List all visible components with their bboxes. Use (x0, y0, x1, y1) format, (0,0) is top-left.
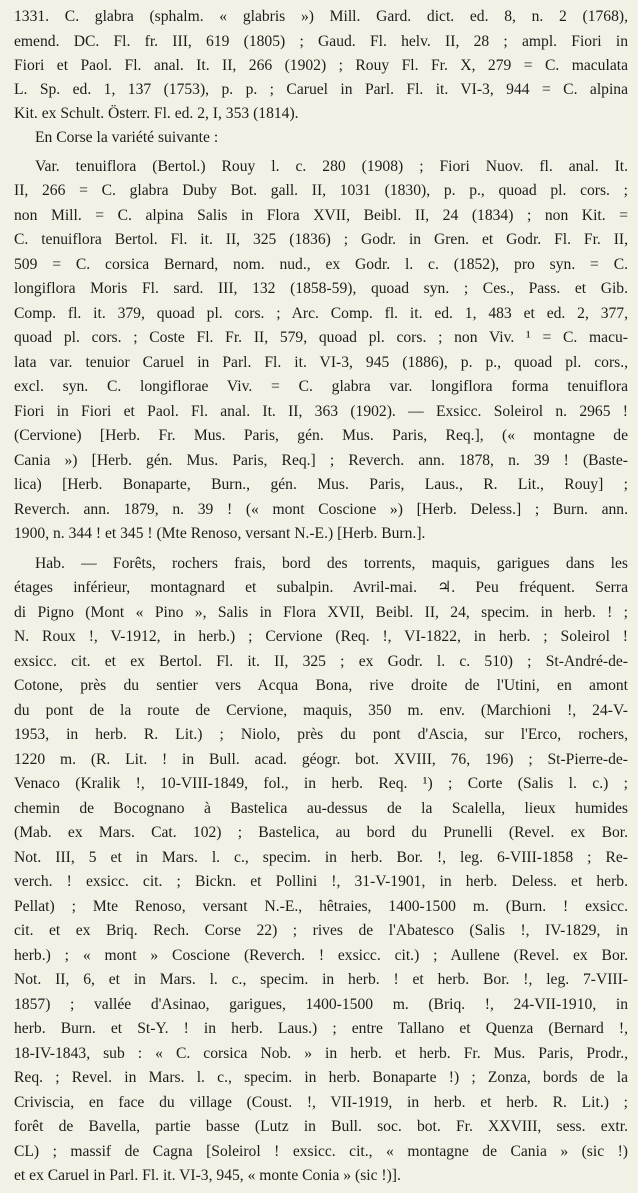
habitat-line: CL) ; massif de Cagna [Soleirol ! exsicc. cit., « montagne de Cania » (sic !) (14, 1143, 628, 1160)
habitat-line: Hab. — Forêts, rochers frais, bord des torrents, maquis, garigues dans les (35, 555, 628, 572)
habitat-line: cit. et ex Briq. Rech. Corse 22) ; rives de l'Abatesco (Salis !, IV-1829, in (14, 922, 628, 939)
entry-line: En Corse la variété suivante : (35, 129, 219, 146)
habitat-line: di Pigno (Mont « Pino », Salis in Flora XVII, Beibl. II, 24, specim. in herb. ! ; (14, 604, 628, 621)
entry-line: L. Sp. ed. 1, 137 (1753), p. p. ; Caruel in Parl. Fl. it. VI-3, 944 = C. alpina (14, 81, 628, 98)
habitat-line: Criviscia, en face du village (Coust. !, VII-1919, in herb. et herb. R. Lit.) ; (14, 1094, 628, 1111)
entry-line: Kit. ex Schult. Österr. Fl. ed. 2, I, 353 (1814). (14, 105, 299, 122)
variety-line: lata var. tenuior Caruel in Parl. Fl. it. VI-3, 945 (1886), p. p., quoad pl. cors., (14, 354, 628, 371)
entry-line: 1331. C. glabra (sphalm. « glabris ») Mill. Gard. dict. ed. 8, n. 2 (1768), (14, 8, 628, 25)
variety-line: Comp. fl. it. 379, quoad pl. cors. ; Arc. Comp. fl. it. ed. 1, 483 et ed. 2, 377, (14, 305, 628, 322)
variety-line: excl. syn. C. longiflorae Viv. = C. glabra var. longiflora forma tenuiflora (14, 378, 628, 395)
variety-line: Var. tenuiflora (Bertol.) Rouy l. c. 280 (1908) ; Fiori Nuov. fl. anal. It. (35, 158, 628, 175)
variety-line: quoad pl. cors. ; Coste Fl. Fr. II, 579, quoad pl. cors. ; non Viv. ¹ = C. macu- (14, 329, 628, 346)
entry-line: emend. DC. Fl. fr. III, 619 (1805) ; Gaud. Fl. helv. II, 28 ; ampl. Fiori in (14, 33, 628, 50)
variety-line: lica) [Herb. Bonaparte, Burn., gén. Mus. Paris, Laus., R. Lit., Rouy] ; (14, 476, 628, 493)
habitat-line: Req. ; Revel. in Mars. l. c., specim. in herb. Bonaparte !) ; Zonza, bords de la (14, 1069, 628, 1086)
habitat-line: chemin de Bocognano à Bastelica au-dessus de la Scalella, lieux humides (14, 800, 628, 817)
entry-line: Fiori et Paol. Fl. anal. It. II, 266 (1902) ; Rouy Fl. Fr. X, 279 = C. maculata (14, 57, 628, 74)
habitat-line: Venaco (Kralik !, 10-VIII-1849, fol., in herb. Req. ¹) ; Corte (Salis l. c.) ; (14, 775, 628, 792)
habitat-line: étages inférieur, montagnard et subalpin. Avril-mai. ♃. Peu fréquent. Serra (14, 579, 628, 596)
habitat-line: 1857) ; vallée d'Asinao, garigues, 1400-1500 m. (Briq. !, 24-VII-1910, in (14, 996, 628, 1013)
habitat-line: Not. III, 5 et in Mars. l. c., specim. in herb. Bor. !, leg. 6-VIII-1858 ; Re- (14, 849, 628, 866)
variety-line: (Cervione) [Herb. Fr. Mus. Paris, gén. Mus. Paris, Req.], (« montagne de (14, 427, 628, 444)
habitat-line: et ex Caruel in Parl. Fl. it. VI-3, 945, « monte Conia » (sic !)]. (14, 1167, 401, 1184)
variety-line: longiflora Moris Fl. sard. III, 132 (1858-59), quoad syn. ; Ces., Pass. et Gib. (14, 280, 628, 297)
habitat-line: 1220 m. (R. Lit. ! in Bull. acad. géogr. bot. XVIII, 76, 196) ; St-Pierre-de- (14, 751, 628, 768)
habitat-line: herb. Burn. et St-Y. ! in herb. Laus.) ; entre Tallano et Quenza (Bernard !, (14, 1020, 628, 1037)
variety-line: 509 = C. corsica Bernard, nom. nud., ex Godr. l. c. (1852), pro syn. = C. (14, 256, 628, 273)
variety-line: Reverch. ann. 1879, n. 39 ! (« mont Coscione ») [Herb. Deless.] ; Burn. ann. (14, 501, 628, 518)
habitat-line: Not. II, 6, et in Mars. l. c., specim. in herb. ! et herb. Bor. !, leg. 7-VIII- (14, 971, 628, 988)
habitat-line: 18-IV-1843, sub : « C. corsica Nob. » in herb. et herb. Fr. Mus. Paris, Prodr., (14, 1045, 628, 1062)
habitat-line: Pellat) ; Mte Renoso, versant N.-E., hêtraies, 1400-1500 m. (Burn. ! exsicc. (14, 898, 628, 915)
variety-line: 1900, n. 344 ! et 345 ! (Mte Renoso, versant N.-E.) [Herb. Burn.]. (14, 525, 426, 542)
variety-line: C. tenuiflora Bertol. Fl. it. II, 325 (1836) ; Godr. in Gren. et Godr. Fl. Fr. II, (14, 231, 628, 248)
variety-line: non Mill. = C. alpina Salis in Flora XVII, Beibl. II, 24 (1834) ; non Kit. = (14, 207, 628, 224)
habitat-line: (Mab. ex Mars. Cat. 102) ; Bastelica, au bord du Prunelli (Revel. ex Bor. (14, 824, 628, 841)
habitat-line: exsicc. cit. et ex Bertol. Fl. it. II, 325 ; ex Godr. l. c. 510) ; St-André-de- (14, 653, 628, 670)
variety-line: Cania ») [Herb. gén. Mus. Paris, Req.] ; Reverch. ann. 1878, n. 39 ! (Baste- (14, 452, 628, 469)
habitat-line: Cotone, près du sentier vers Acqua Bona, rive droite de l'Utini, en amont (14, 677, 628, 694)
habitat-line: forêt de Bavella, partie basse (Lutz in Bull. soc. bot. Fr. XXVIII, sess. extr. (14, 1118, 628, 1135)
habitat-line: N. Roux !, V-1912, in herb.) ; Cervione (Req. !, VI-1822, in herb. ; Soleirol ! (14, 628, 628, 645)
variety-line: II, 266 = C. glabra Duby Bot. gall. II, 1031 (1830), p. p., quoad pl. cors. ; (14, 182, 628, 199)
habitat-line: du pont de la route de Cervione, maquis, 350 m. env. (Marchioni !, 24-V- (14, 702, 628, 719)
habitat-line: 1953, in herb. R. Lit.) ; Niolo, près du pont d'Ascia, sur l'Erco, rochers, (14, 726, 628, 743)
habitat-line: herb.) ; « mont » Coscione (Reverch. ! exsicc. cit.) ; Aullene (Revel. ex Bor. (14, 947, 628, 964)
variety-line: Fiori in Fiori et Paol. Fl. anal. It. II, 363 (1902). — Exsicc. Soleirol n. 2965 ! (14, 403, 628, 420)
habitat-line: verch. ! exsicc. cit. ; Bickn. et Pollini !, 31-V-1901, in herb. Deless. et herb. (14, 873, 628, 890)
